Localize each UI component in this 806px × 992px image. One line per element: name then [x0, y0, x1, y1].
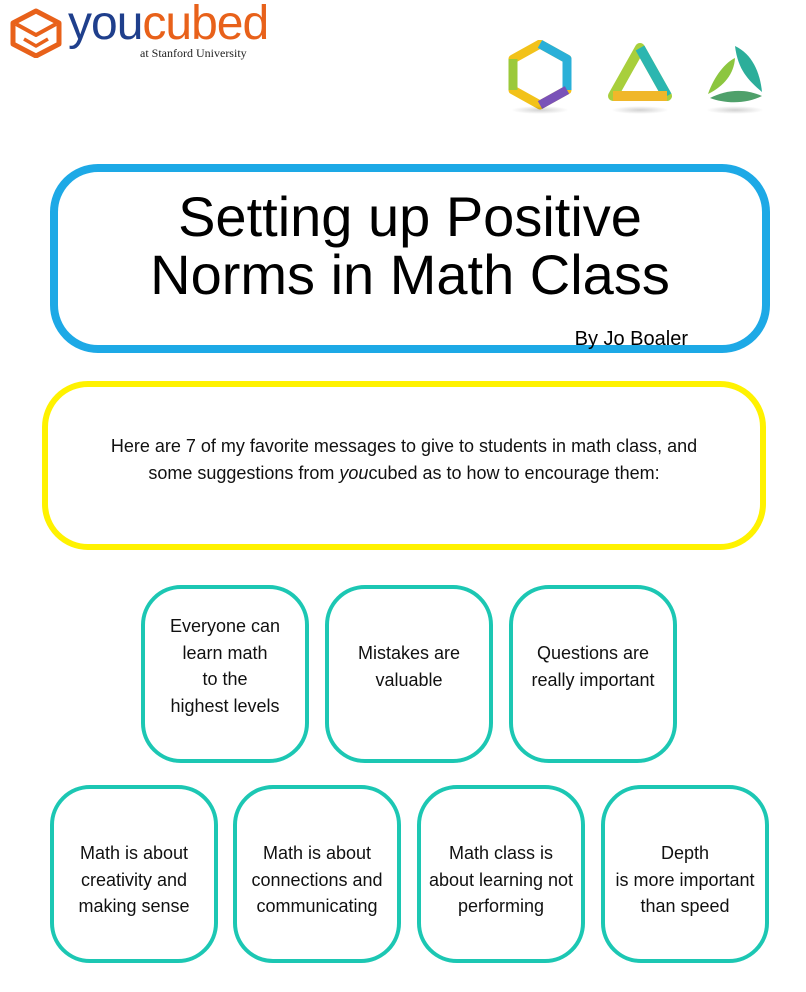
logo-subtitle: at Stanford University: [140, 46, 247, 60]
hexagon-ring-icon: [505, 40, 575, 114]
norm-text: Math class is about learning not performing: [428, 843, 574, 916]
norm-box-everyone-can-learn: [141, 585, 309, 763]
page-title: [58, 185, 762, 306]
norm-text: Math is about creativity and making sense: [78, 843, 190, 916]
norm-text: Everyone can learn math to the highest levels: [169, 616, 281, 716]
norm-box-connections: [233, 785, 401, 963]
norm-box-depth-over-speed: [601, 785, 769, 963]
norm-box-creativity: [50, 785, 218, 963]
norm-text: Mistakes are valuable: [357, 643, 461, 690]
cube-logo-icon: [10, 8, 62, 58]
youcubed-logo: [10, 0, 280, 66]
intro-line-1: Here are 7 of my favorite messages to give to students in math class, and: [110, 436, 698, 456]
logo-cubed-text: cubed: [142, 0, 269, 50]
logo-you-text: you: [68, 0, 143, 50]
norm-text: Questions are really important: [531, 643, 655, 690]
intro-text: [68, 433, 740, 487]
norm-box-questions-important: [509, 585, 677, 763]
leaf-triangle-icon: [700, 40, 770, 114]
author-byline: By Jo Boaler: [574, 328, 688, 350]
intro-line-2-after: cubed as to how to encourage them:: [368, 463, 660, 483]
title-line-1: Setting up Positive: [178, 185, 642, 248]
norm-box-learning-not-performing: [417, 785, 585, 963]
norm-text: Math is about connections and communicating: [251, 843, 383, 916]
intro-line-2-italic: you: [339, 463, 369, 483]
title-line-2: Norms in Math Class: [150, 243, 670, 306]
intro-line-2: [68, 460, 740, 487]
norm-text: Depth is more important than speed: [615, 843, 755, 916]
norm-box-mistakes-valuable: [325, 585, 493, 763]
intro-line-2-before: some suggestions from: [148, 463, 340, 483]
intro-box: [42, 381, 766, 550]
title-box: [50, 164, 770, 353]
triangle-ring-icon: [605, 40, 675, 114]
logo-wordmark: [68, 0, 268, 48]
